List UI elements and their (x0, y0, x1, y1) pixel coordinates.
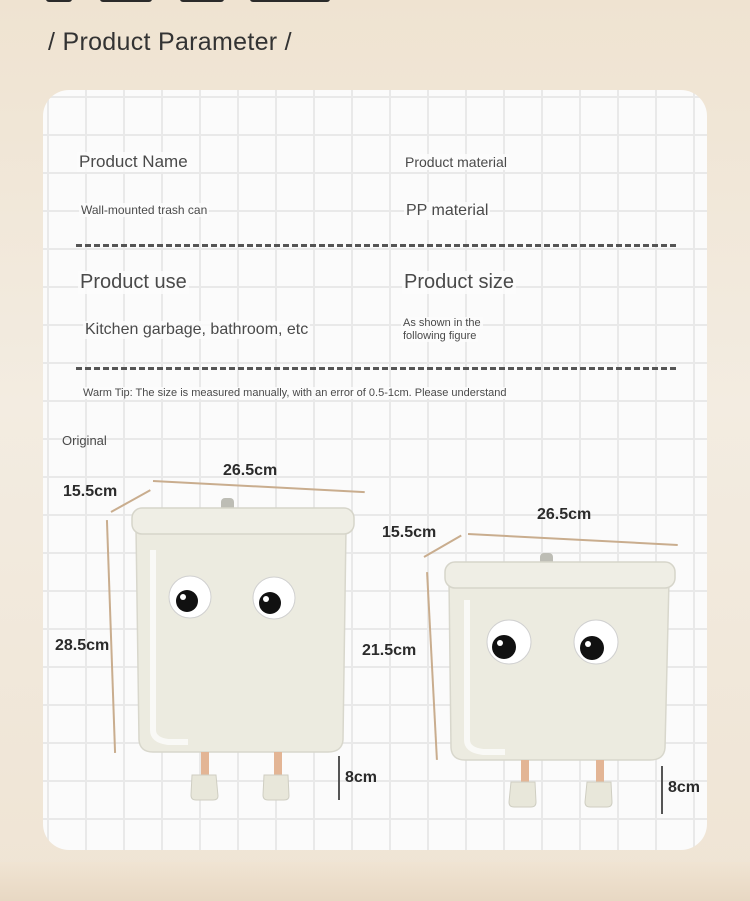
parameter-card (43, 90, 707, 850)
large-width-label: 26.5cm (223, 462, 278, 479)
bottom-background (0, 862, 750, 901)
small-height-line (426, 572, 438, 760)
product-size-value-line1: As shown in the (403, 317, 481, 329)
product-name-value: Wall-mounted trash can (81, 203, 208, 217)
large-height-label: 28.5cm (55, 637, 110, 654)
large-leg-line (338, 756, 340, 800)
small-depth-label: 15.5cm (382, 524, 437, 541)
small-width-label: 26.5cm (537, 506, 592, 523)
product-use-label: Product use (80, 271, 187, 293)
large-leg-label: 8cm (345, 769, 378, 786)
product-size-label: Product size (404, 271, 515, 293)
small-leg-line (661, 766, 663, 814)
warm-tip: Warm Tip: The size is measured manually, with an error of 0.5-1cm. Please understand (83, 387, 507, 399)
large-depth-label: 15.5cm (63, 483, 118, 500)
product-size-value-line2: following figure (403, 330, 477, 342)
divider-2 (76, 367, 676, 370)
small-width-line (468, 533, 678, 546)
product-material-value: PP material (406, 202, 489, 219)
small-height-label: 21.5cm (362, 642, 417, 659)
small-trash-can-image (443, 550, 678, 820)
product-name-label: Product Name (79, 152, 188, 171)
divider-1 (76, 244, 676, 247)
product-material-label: Product material (405, 154, 507, 170)
small-leg-label: 8cm (668, 779, 701, 796)
heading-decoration (40, 0, 340, 8)
product-use-value: Kitchen garbage, bathroom, etc (85, 321, 309, 338)
section-title: / Product Parameter / (48, 28, 292, 56)
original-label: Original (62, 433, 107, 448)
large-trash-can-image (128, 490, 358, 810)
